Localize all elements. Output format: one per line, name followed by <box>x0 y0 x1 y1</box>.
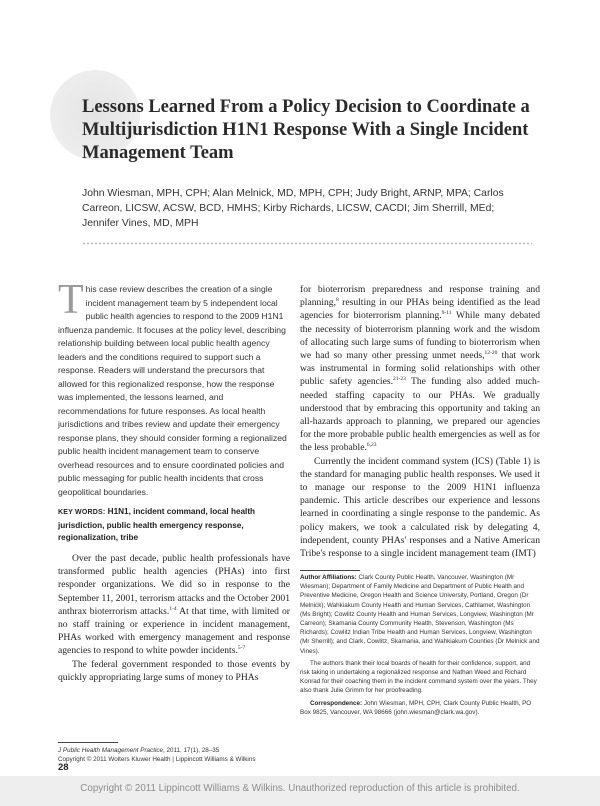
article-title: Lessons Learned From a Policy Decision to Coordinate a Multijurisdiction H1N1 Response With a Single Incident Management Team <box>82 97 530 163</box>
body-column-right <box>300 283 540 560</box>
copyright-notice: Copyright © 2011 Lippincott Williams & Wilkins. Unauthorized reproduction of this article is prohibited. <box>0 776 600 806</box>
journal-name: J Public Health Management Practice <box>58 747 163 754</box>
author-list: John Wiesman, MPH, CPH; Alan Melnick, MD, MPH, CPH; Judy Bright, ARNP, MPA; Carlos Carreon, LICSW, ACSW, BCD, HMHS; Kirby Richards, LICSW, CACDI; Jim Sherrill, MEd; Jennifer Vines, MD, MPH <box>82 188 504 229</box>
page-number: 28 <box>58 762 69 773</box>
correspondence-label: Correspondence: <box>310 699 363 707</box>
body-paragraph: The federal government responded to those events by quickly appropriating large sums of money to PHAs <box>58 658 290 683</box>
abstract <box>58 277 288 499</box>
body-column-left <box>58 552 290 684</box>
author-affiliations <box>300 573 540 720</box>
journal-citation <box>58 746 290 764</box>
journal-copyright: Copyright © 2011 Wolters Kluwer Health | Lippincott Williams & Wilkins <box>58 756 256 763</box>
keywords <box>58 506 290 545</box>
body-paragraph: Currently the incident command system (ICS) (Table 1) is the standard for managing public health responses. We used it to manage our response to the 2009 H1N1 influenza pandemic. This article describes our experience and lessons learned in coordinating a single response to the pandemic. As policy makers, we took a calculated risk by delegating 4, independent, county PHAs' responses and a Native American Tribe's response to a single incident management team (IMT) <box>300 455 540 560</box>
abstract-text: his case review describes the creation of a single incident management team by 5 independent local public health agencies to respond to the 2009 H1N1 influenza pandemic. It focuses at the policy level, describing relationship building between local public health agency leaders and the conditions required to support such a response. Readers will understand the precursors that allowed for this regionalized response, how the response was implemented, the lessons learned, and recommendations for future responses. As local health jurisdictions and tribes review and update their emergency response plans, they should consider forming a regionalized public health incident management team to conserve overhead resources and to ensure coordinated policies and public messaging for public health incidents that cross geopolitical boundaries. <box>58 284 287 497</box>
affiliations-rule <box>300 570 360 571</box>
keywords-text: H1N1, incident command, local health jurisdiction, public health emergency response, regionalization, tribe <box>58 507 256 542</box>
correspondence-text: John Wiesman, MPH, CPH, Clark County Public Health, PO Box 9825, Vancouver, WA 98666 (john.wiesman@clark.wa.gov). <box>300 699 532 716</box>
dotted-divider <box>82 242 532 245</box>
journal-rule <box>58 742 118 743</box>
body-paragraph: for bioterrorism preparedness and response training and planning,$^8$ resulting in our PHAs being identified as the lead agencies for bioterrorism planning.$^{9-11}$ While many debated the necessity of bioterrorism planning work and the wisdom of allocating such large sums of funding to bioterrorism when we had so many other pressing unmet needs,$^{12-20}$ that work was instrumental in forming solid relationships with other public safety agencies.$^{21-23}$ The funding also added much-needed staffing capacity to our PHAs. We gradually understood that by embracing this opportunity and taking an all-hazards approach to planning, we prepared our agencies for the more probable public health emergencies as well as for the less probable.$^{6,23}$ <box>300 284 541 454</box>
acknowledgments: The authors thank their local boards of health for their confidence, support, and risk taking in undertaking a regionalized response and Nathan Weed and Richard Konrad for their coaching them in the incident command system over the years. They also thank Julie Grimm for her proofreading. <box>300 659 537 695</box>
keywords-label: KEY WORDS: <box>58 509 106 516</box>
journal-volume: , 2011, 17(1), 28–35 <box>163 747 220 754</box>
body-paragraph: Over the past decade, public health professionals have transformed public health agencies (PHAs) into first responder organizations. We did so in response to the September 11, 2001, terrorism attacks and the October 2001 anthrax bioterrorism attacks.$^{1-4}$ At that time, with limited or no staff training or experience in incident management, PHAs worked with emergency management and response agencies to respond to white powder incidents.$^{5-7}$ <box>58 553 290 657</box>
affiliations-text: Clark County Public Health, Vancouver, Washington (Mr Wiesman); Department of Family Medicine and Department of Public Health and Preventive Medicine, Oregon Health and Science University, Portland, Oregon (Dr Melnick); Wahkiakum County Health and Human Services, Cathlamet, Washington (Ms Bright); Cowlitz County Health and Human Services, Longview, Washington (Mr Carreon); Skamania County Community Health, Stevenson, Washington (Ms Richards); Cowlitz Indian Tribe Health and Human Services, Longview, Washington (Mr Sherrill); and Clark, Cowlitz, Skamania, and Wahkiakum Counties (Dr Melnick and Vines). <box>300 574 540 655</box>
abstract-dropcap: T <box>58 277 84 323</box>
affiliations-label: Author Affiliations: <box>300 574 357 581</box>
